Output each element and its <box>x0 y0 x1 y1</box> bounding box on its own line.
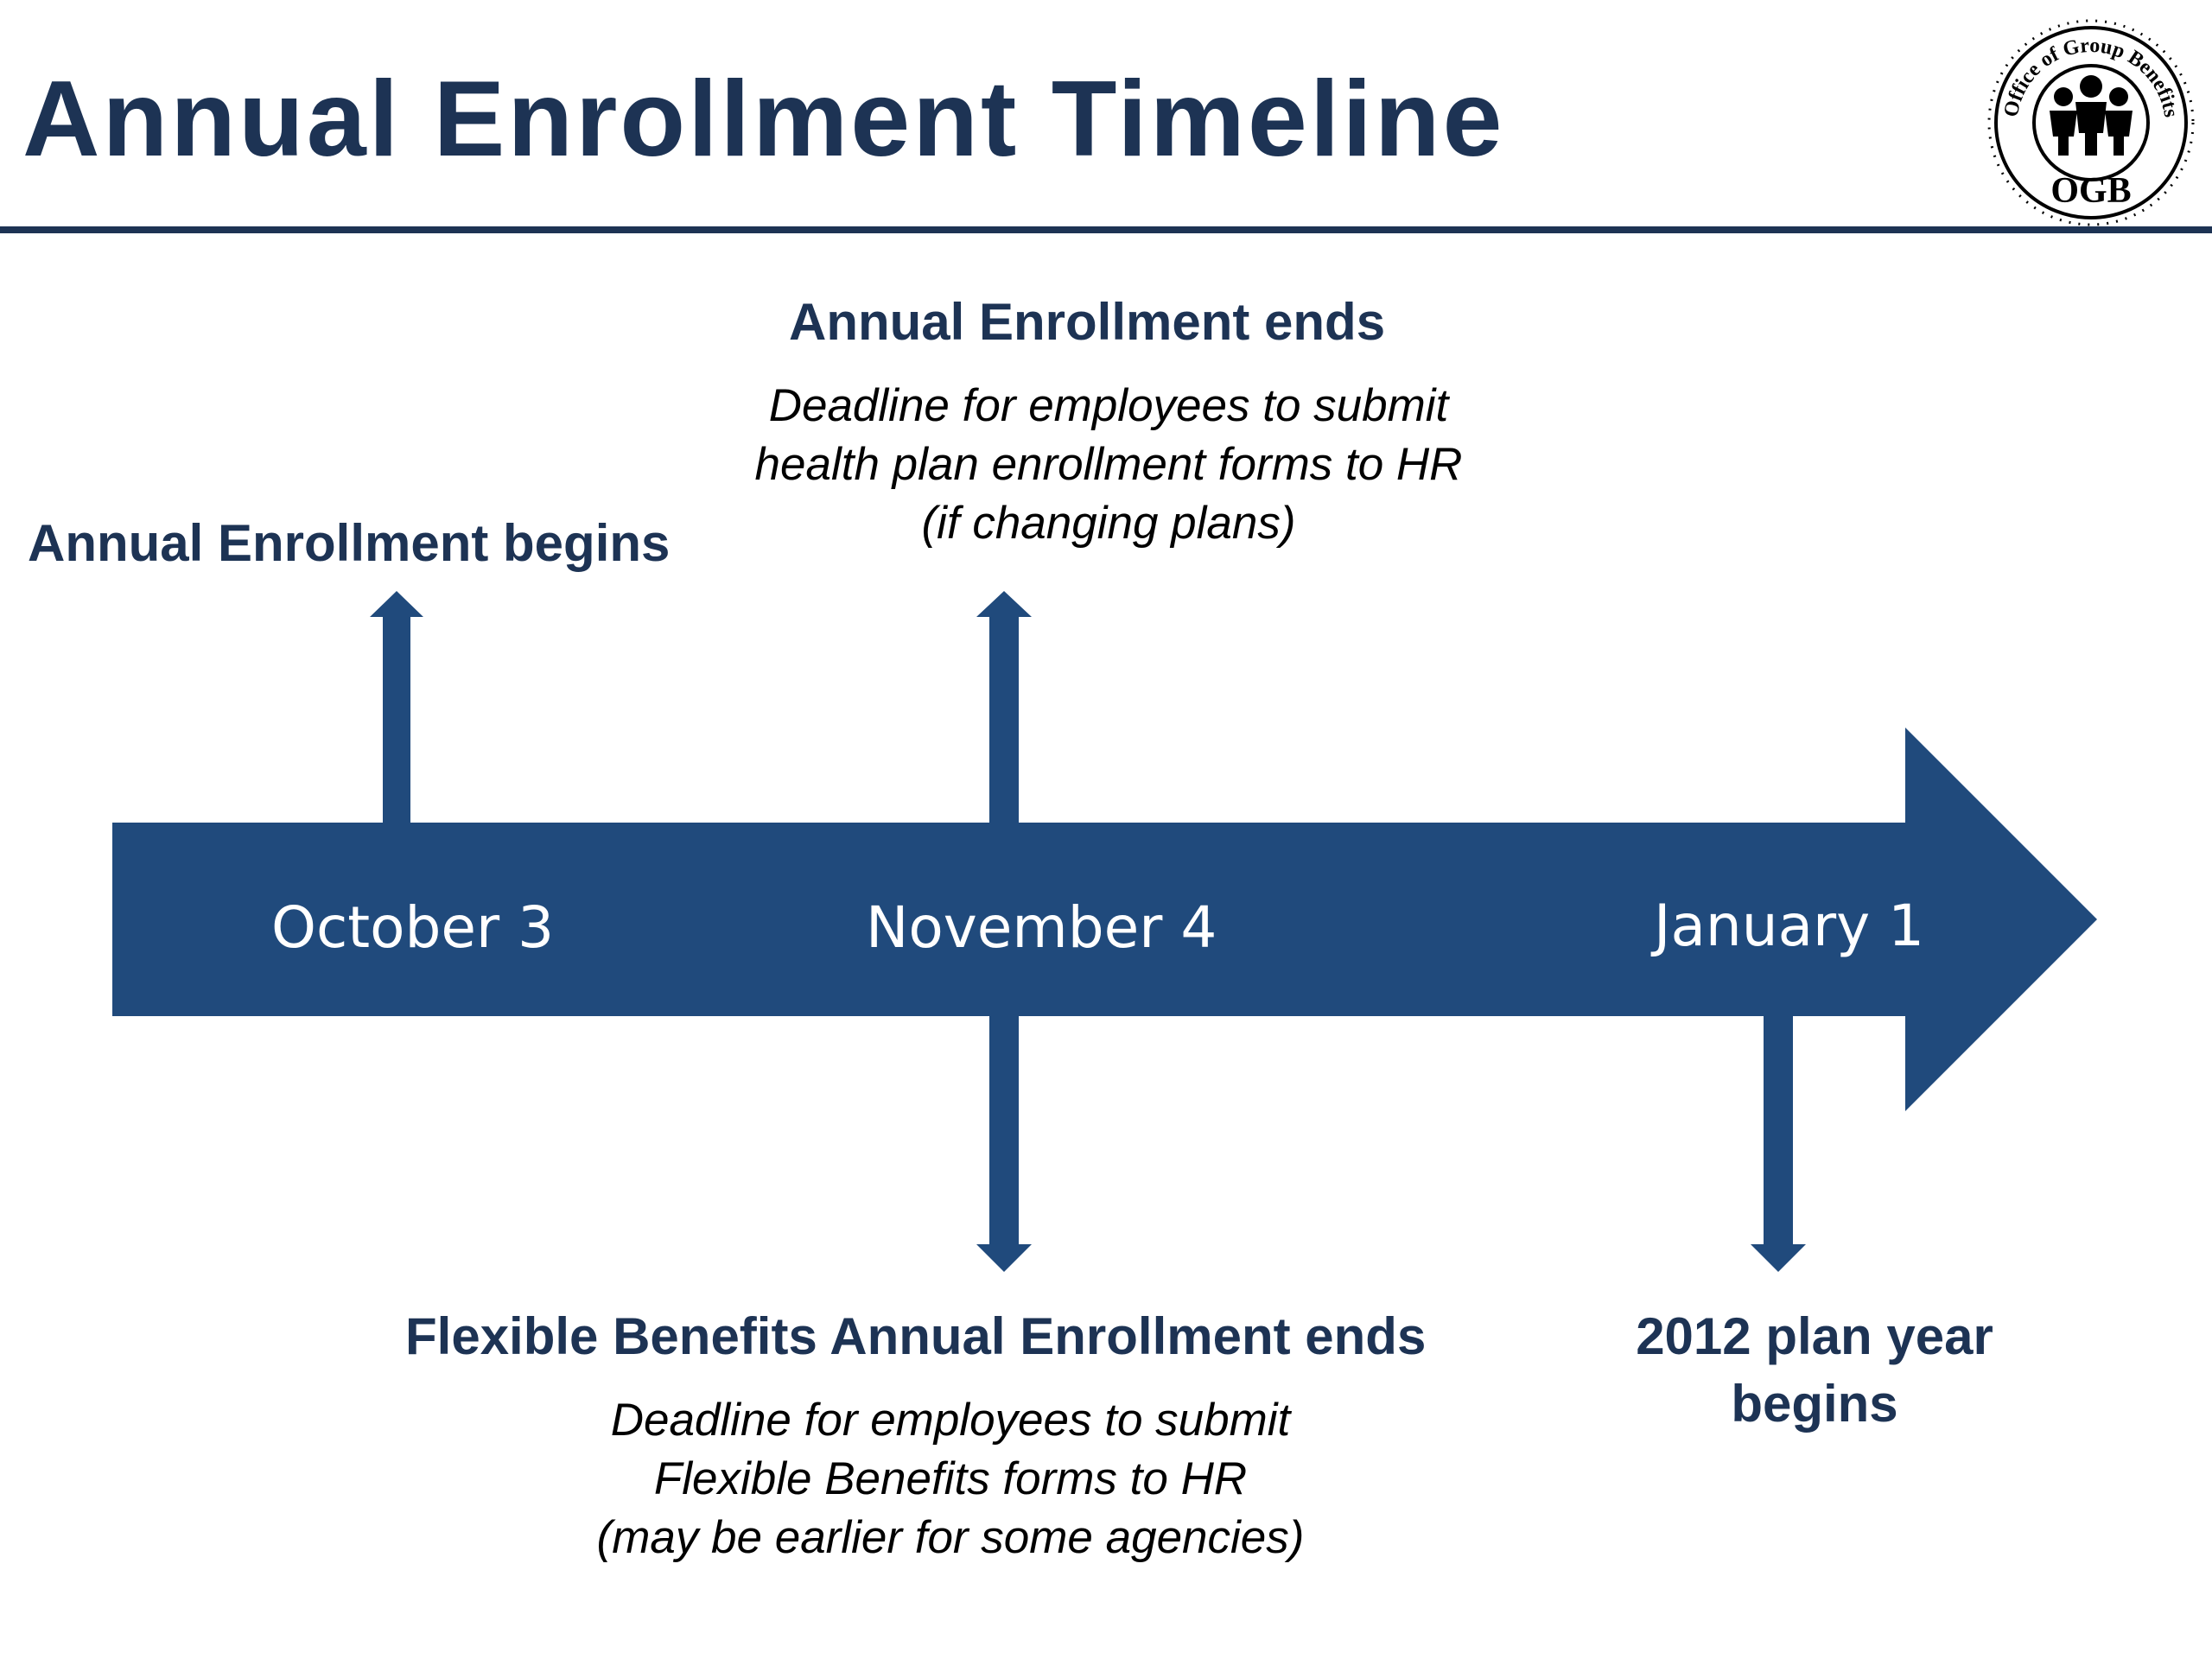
page-title: Annual Enrollment Timeline <box>22 60 1505 179</box>
date-label-january: January 1 <box>1654 893 1925 959</box>
event-title-enrollment-begins: Annual Enrollment begins <box>28 514 671 572</box>
event-title-flex-benefits-ends: Flexible Benefits Annual Enrollment ends <box>405 1307 1427 1365</box>
description-line: health plan enrollment forms to HR <box>754 439 1463 490</box>
event-title-line: begins <box>1731 1375 1898 1433</box>
description-line: Deadline for employees to submit <box>768 380 1449 431</box>
description-line: (may be earlier for some agencies) <box>596 1512 1305 1563</box>
arrow-up-icon <box>976 591 1032 823</box>
date-label-october: October 3 <box>271 894 555 961</box>
date-label-november: November 4 <box>866 894 1217 961</box>
arrow-down-icon <box>976 1016 1032 1272</box>
event-title-line: 2012 plan year <box>1636 1307 1993 1365</box>
description-line: Flexible Benefits forms to HR <box>653 1453 1248 1504</box>
arrow-up-icon <box>370 591 423 823</box>
event-description-enrollment-ends <box>728 377 1489 553</box>
event-title-enrollment-ends: Annual Enrollment ends <box>789 293 1386 351</box>
arrow-down-icon <box>1751 1016 1806 1272</box>
event-description-flex-benefits-ends <box>570 1391 1331 1567</box>
logo-ring-text: Office of Group Benefits <box>1999 34 2183 119</box>
logo-monogram: OGB <box>2050 171 2132 211</box>
description-line: Deadline for employees to submit <box>610 1395 1291 1446</box>
event-title-plan-year-begins <box>1599 1303 2031 1438</box>
description-line: (if changing plans) <box>921 498 1296 549</box>
